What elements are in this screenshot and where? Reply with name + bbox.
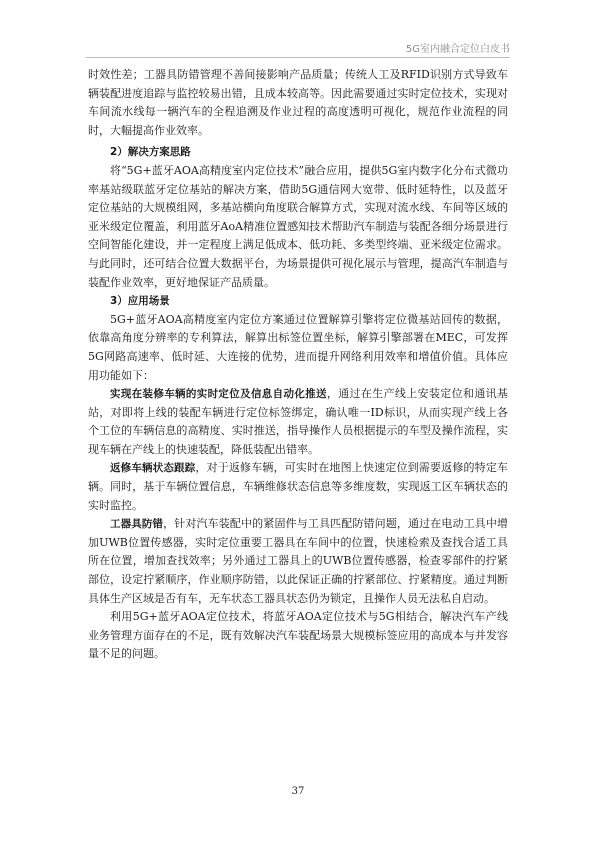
bold-lead-realtime-location: 实现在装修车辆的实时定位及信息自动化推送: [110, 388, 327, 401]
section-heading-scenarios: 3）应用场景: [110, 295, 170, 308]
paragraph-realtime-location: [88, 385, 508, 459]
paragraph-tool-errorproof: [88, 515, 508, 608]
paragraph-solution: 将“5G+蓝牙AOA高精度室内定位技术”融合应用，提供5G室内数字化分布式微功率基站级联蓝牙定位基站的解决方案，借助5G通信网大宽带、低时延特性，以及蓝牙定位基站的大规模组网，多基站横向角度联合解算方式，实现对流水线、车间等区域的亚米级定位覆盖，利用蓝牙AoA精准位置感知技术帮助汽车制造与装配各细分场景进行空间智能化建设，并一定程度上满足低成本、低功耗、多类型终端、亚米级定位需求。与此同时，还可结合位置大数据平台，为场景提供可视化展示与管理，提高汽车制造与装配作业效率，更好地保证产品质量。: [88, 163, 508, 289]
page-number: 37: [291, 786, 305, 797]
paragraph-realtime-location-text: ，通过在生产线上安装定位和通讯基站，对即将上线的装配车辆进行定位标签绑定，确认唯一ID标识，从而实现产线上各个工位的车辆信息的高精度、实时推送，指导操作人员根据提示的车型及操作流程，实现车辆在产线上的快速装配，降低装配出错率。: [88, 387, 509, 456]
bold-lead-repair-tracking: 返修车辆状态跟踪: [110, 462, 196, 475]
paragraph-repair-tracking-text: ，对于返修车辆，可实时在地图上快速定位到需要返修的特定车辆。同时，基于车辆位置信息，车辆维修状态信息等多维度数，实现返工区车辆状态的实时监控。: [88, 461, 509, 512]
paragraph-tool-errorproof-text: ，针对汽车装配中的紧固件与工具匹配防错问题，通过在电动工具中增加UWB位置传感器，实时定位重要工器具在车间中的位置，快速检索及查找合适工具所在位置，增加查找效率；另外通过工器具上的UWB位置传感器，检查零部件的拧紧部位，设定拧紧顺序，作业顺序防错，以此保证正确的拧紧部位、拧紧精度。通过判断具体生产区域是否有车，无车状态工器具状态仍为锁定，且操作人员无法私自启动。: [88, 517, 509, 605]
header-divider: [86, 57, 510, 58]
paragraph-continuation: 时效性差；工器具防错管理不善间接影响产品质量；传统人工及RFID识别方式导致车辆装配进度追踪与监控较易出错，且成本较高等。因此需要通过实时定位技术，实现对车间流水线每一辆汽车的全程追溯及作业过程的高度透明可视化，规范作业流程的同时，大幅提高作业效率。: [88, 68, 508, 137]
page-body: [88, 66, 508, 664]
paragraph-repair-tracking: [88, 459, 508, 515]
bold-lead-tool-errorproof: 工器具防错: [110, 518, 164, 531]
paragraph-scenarios-intro: 5G+蓝牙AOA高精度室内定位方案通过位置解算引擎将定位微基站回传的数据，依靠高角度分辨率的专利算法，解算出标签位置坐标，解算引擎部署在MEC，可发挥5G网路高速率、低时延、大连接的优势，进而提升网络利用效率和增值价值。具体应用功能如下：: [88, 312, 508, 382]
section-heading-solution: 2）解决方案思路: [110, 146, 191, 159]
paragraph-conclusion: 利用5G+蓝牙AOA定位技术，将蓝牙AOA定位技术与5G相结合，解决汽车产线业务管理方面存在的不足，既有效解决汽车装配场景大规模标签应用的高成本与并发容量不足的问题。: [88, 610, 508, 661]
running-header-title: 5G室内融合定位白皮书: [405, 44, 510, 55]
